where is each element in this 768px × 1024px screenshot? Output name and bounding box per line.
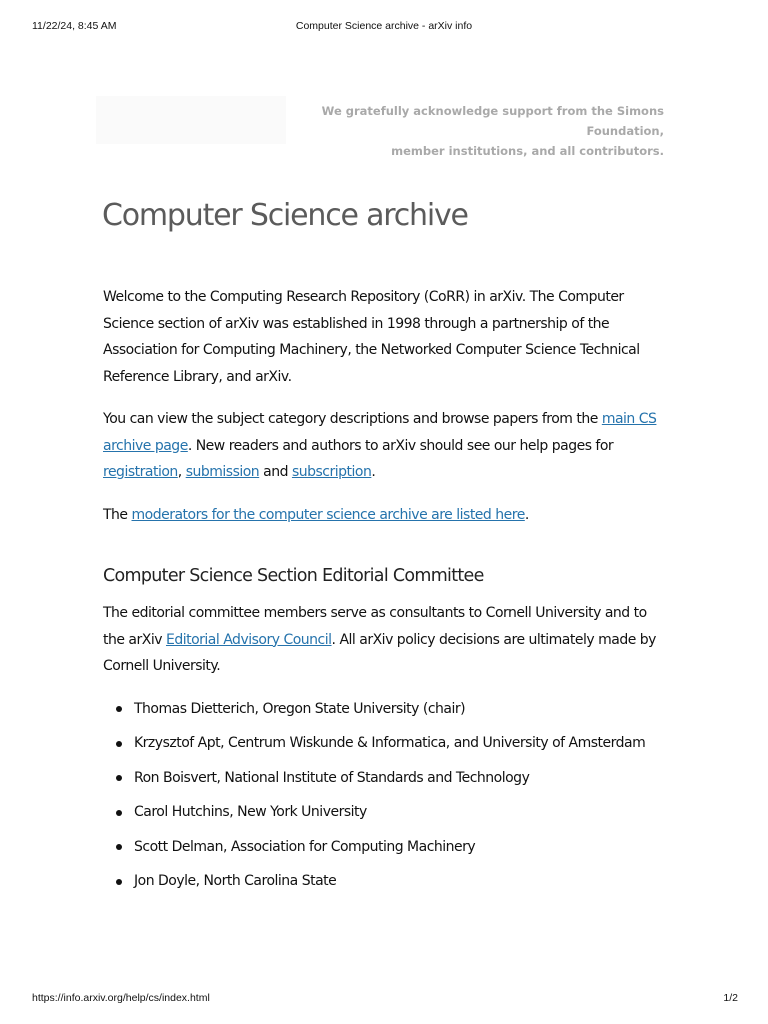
member-name: Scott Delman, Association for Computing Machinery xyxy=(134,838,476,855)
print-footer xyxy=(0,992,768,1012)
moderators-prefix: The xyxy=(103,506,132,523)
list-item xyxy=(103,868,663,903)
subscription-link[interactable]: subscription xyxy=(291,464,372,480)
print-header xyxy=(0,0,768,50)
browse-text-2: . New readers and authors to arXiv should see our help pages for xyxy=(187,437,614,454)
acknowledgement-line-1: We gratefully acknowledge support from the Simons Foundation, xyxy=(321,104,664,138)
committee-heading: Computer Science Section Editorial Committee xyxy=(103,566,484,586)
member-name: Jon Doyle, North Carolina State xyxy=(134,873,337,890)
moderators-end: . xyxy=(524,506,529,523)
member-name: Ron Boisvert, National Institute of Standards and Technology xyxy=(134,769,530,786)
registration-link[interactable]: registration xyxy=(103,464,178,480)
page-title: Computer Science archive xyxy=(102,198,468,233)
moderators-paragraph xyxy=(103,502,663,529)
list-item xyxy=(103,765,663,800)
print-url: https://info.arxiv.org/help/cs/index.html xyxy=(32,992,210,1004)
committee-text-2: . All arXiv policy decisions are ultimately made by Cornell University. xyxy=(103,631,656,674)
bullet-icon xyxy=(116,810,122,816)
print-datetime: 11/22/24, 8:45 AM xyxy=(32,20,117,32)
main-cs-archive-link[interactable]: main CS archive page xyxy=(103,411,657,454)
list-item xyxy=(103,696,663,731)
committee-member-list xyxy=(103,696,663,904)
bullet-icon xyxy=(116,775,122,781)
browse-separator-1: , xyxy=(177,464,186,480)
print-page-title: Computer Science archive - arXiv info xyxy=(295,20,473,32)
browse-paragraph xyxy=(103,406,663,486)
member-name: Krzysztof Apt, Centrum Wiskunde & Informatica, and University of Amsterdam xyxy=(134,735,646,752)
member-name: Carol Hutchins, New York University xyxy=(134,804,367,821)
member-name: Thomas Dietterich, Oregon State University (chair) xyxy=(134,700,466,717)
list-item xyxy=(103,834,663,869)
committee-paragraph xyxy=(103,600,663,680)
bullet-icon xyxy=(116,706,122,712)
list-item xyxy=(103,730,663,765)
bullet-icon xyxy=(116,741,122,747)
intro-paragraph: Welcome to the Computing Research Repository (CoRR) in arXiv. The Computer Science section of arXiv was established in 1998 through a partnership of the Association for Computing Machinery, the Networked Computer Science Technical Reference Library, and arXiv. xyxy=(103,289,640,385)
acknowledgement-line-2: member institutions, and all contributors. xyxy=(391,144,664,158)
list-item xyxy=(103,799,663,834)
browse-separator-2: and xyxy=(259,464,292,480)
submission-link[interactable]: submission xyxy=(185,464,260,480)
bullet-icon xyxy=(116,844,122,850)
editorial-advisory-council-link[interactable]: Editorial Advisory Council xyxy=(165,631,332,648)
committee-text-1: The editorial committee members serve as consultants to Cornell University and to the arXiv xyxy=(103,605,647,648)
moderators-link[interactable]: moderators for the computer science archive are listed here xyxy=(131,506,525,523)
browse-text-1: You can view the subject category descriptions and browse papers from the xyxy=(103,411,602,427)
bullet-icon xyxy=(116,879,122,885)
browse-end: . xyxy=(371,464,376,480)
main-content xyxy=(103,284,663,903)
print-page-number: 1/2 xyxy=(723,992,738,1004)
acknowledgement xyxy=(244,101,664,161)
